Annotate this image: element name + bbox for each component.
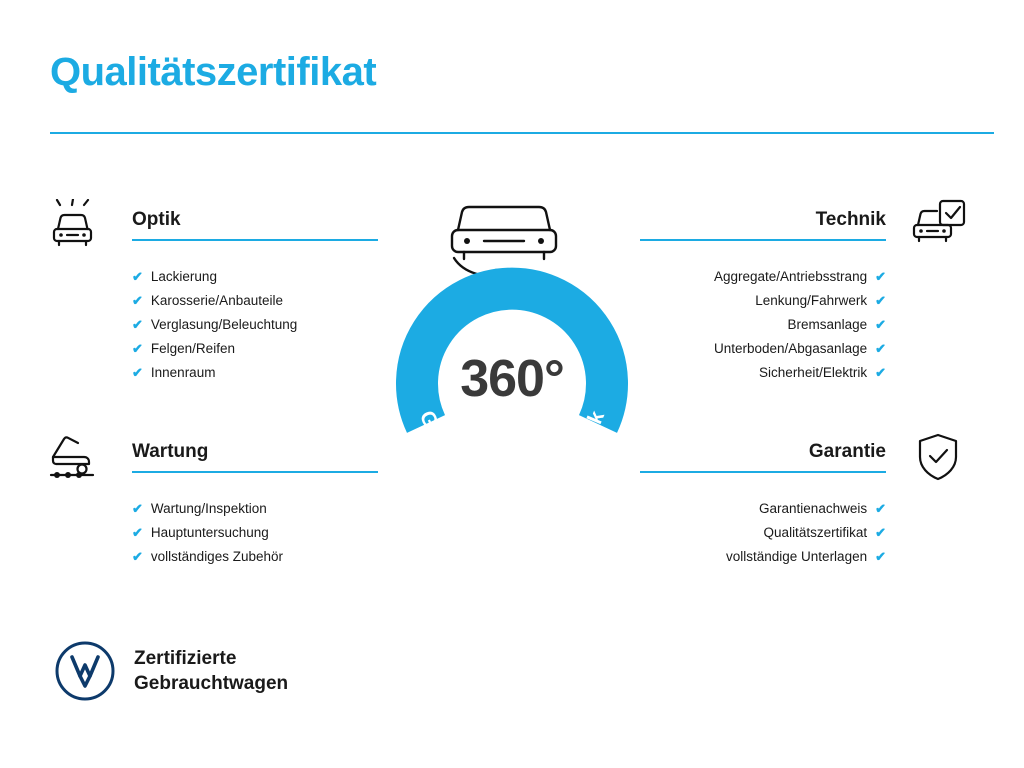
list-item bbox=[132, 337, 388, 361]
group-header-wartung bbox=[132, 437, 388, 485]
check-icon: ✔ bbox=[875, 341, 886, 356]
group-technik bbox=[630, 205, 970, 385]
check-icon: ✔ bbox=[875, 365, 886, 380]
check-icon: ✔ bbox=[875, 549, 886, 564]
check-icon: ✔ bbox=[132, 317, 143, 332]
car-front-shine-icon bbox=[48, 199, 112, 251]
list-item bbox=[630, 265, 886, 289]
footer-line-2: Gebrauchtwagen bbox=[134, 673, 289, 694]
check-icon: ✔ bbox=[875, 525, 886, 540]
group-header-technik bbox=[630, 205, 886, 253]
list-item-label: Bremsanlage bbox=[787, 317, 868, 332]
list-item-label: Aggregate/Antriebsstrang bbox=[713, 269, 868, 284]
vw-logo-icon bbox=[54, 640, 116, 702]
degree-label: 360° bbox=[460, 350, 564, 408]
list-item bbox=[132, 497, 388, 521]
group-title-technik: Technik bbox=[815, 209, 886, 230]
list-item-label: Lackierung bbox=[150, 269, 217, 284]
group-optik bbox=[48, 205, 388, 385]
list-item-label: Hauptuntersuchung bbox=[150, 525, 269, 540]
group-divider-optik bbox=[132, 239, 378, 241]
car-checklist-icon bbox=[906, 199, 970, 251]
check-icon: ✔ bbox=[132, 549, 143, 564]
car-lift-icon bbox=[48, 431, 112, 483]
list-item-label: Innenraum bbox=[150, 365, 216, 380]
list-item-label: Qualitätszertifikat bbox=[763, 525, 868, 540]
group-header-garantie bbox=[630, 437, 886, 485]
check-icon: ✔ bbox=[132, 341, 143, 356]
group-garantie bbox=[630, 437, 970, 569]
list-item-label: vollständiges Zubehör bbox=[150, 549, 283, 564]
page-title: Qualitätszertifikat bbox=[50, 50, 377, 94]
list-item bbox=[630, 337, 886, 361]
footer-line-1: Zertifizierte bbox=[134, 648, 237, 669]
list-item bbox=[132, 545, 388, 569]
center-badge bbox=[372, 196, 652, 496]
list-item bbox=[630, 545, 886, 569]
checklist-technik bbox=[630, 265, 886, 385]
check-icon: ✔ bbox=[875, 269, 886, 284]
group-wartung bbox=[48, 437, 388, 569]
left-column bbox=[48, 205, 388, 569]
check-ring bbox=[382, 258, 642, 494]
list-item-label: Karosserie/Anbauteile bbox=[150, 293, 283, 308]
group-divider-technik bbox=[640, 239, 886, 241]
group-title-wartung: Wartung bbox=[132, 441, 209, 462]
list-item bbox=[132, 361, 388, 385]
group-title-optik: Optik bbox=[132, 209, 181, 230]
footer-brand bbox=[54, 640, 288, 702]
list-item-label: Wartung/Inspektion bbox=[150, 501, 267, 516]
header-divider bbox=[50, 132, 994, 134]
list-item bbox=[630, 289, 886, 313]
list-item bbox=[132, 521, 388, 545]
group-header-optik bbox=[132, 205, 388, 253]
check-icon: ✔ bbox=[132, 293, 143, 308]
list-item-label: Felgen/Reifen bbox=[150, 341, 235, 356]
list-item bbox=[132, 313, 388, 337]
shield-check-icon bbox=[906, 431, 970, 483]
list-item bbox=[630, 361, 886, 385]
checklist-garantie bbox=[630, 497, 886, 569]
check-icon: ✔ bbox=[875, 293, 886, 308]
check-icon: ✔ bbox=[132, 501, 143, 516]
group-divider-wartung bbox=[132, 471, 378, 473]
right-column bbox=[630, 205, 970, 569]
check-icon: ✔ bbox=[875, 501, 886, 516]
list-item bbox=[132, 265, 388, 289]
check-icon: ✔ bbox=[132, 525, 143, 540]
group-divider-garantie bbox=[640, 471, 886, 473]
list-item-label: Sicherheit/Elektrik bbox=[759, 365, 868, 380]
list-item-label: Garantienachweis bbox=[759, 501, 868, 516]
list-item-label: Verglasung/Beleuchtung bbox=[150, 317, 298, 332]
list-item bbox=[630, 313, 886, 337]
group-title-garantie: Garantie bbox=[808, 441, 886, 462]
footer-text bbox=[134, 646, 288, 696]
check-icon: ✔ bbox=[875, 317, 886, 332]
list-item bbox=[630, 497, 886, 521]
list-item-label: Lenkung/Fahrwerk bbox=[755, 293, 868, 308]
list-item bbox=[132, 289, 388, 313]
list-item-label: Unterboden/Abgasanlage bbox=[713, 341, 868, 356]
check-icon: ✔ bbox=[132, 269, 143, 284]
checklist-optik bbox=[132, 265, 388, 385]
list-item-label: vollständige Unterlagen bbox=[726, 549, 868, 564]
check-icon: ✔ bbox=[132, 365, 143, 380]
arc-label: Gebrauchtwagen-Check bbox=[414, 407, 610, 486]
checklist-wartung bbox=[132, 497, 388, 569]
list-item bbox=[630, 521, 886, 545]
